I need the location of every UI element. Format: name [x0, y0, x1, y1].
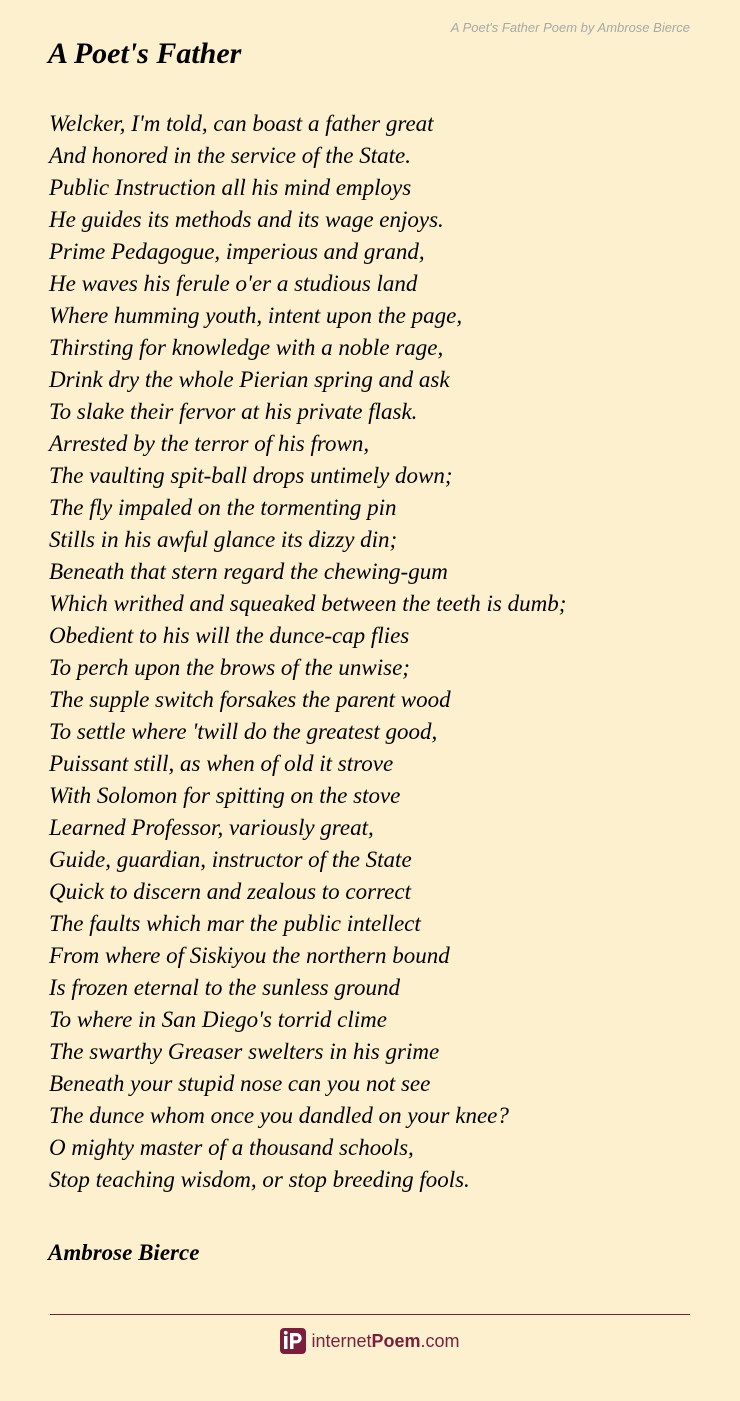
poem-line: And honored in the service of the State. — [49, 143, 411, 168]
poem-line: Which writhed and squeaked between the teeth is dumb; — [49, 591, 567, 616]
site-name-prefix: internet — [311, 1330, 372, 1351]
site-name-suffix: .com — [420, 1330, 460, 1351]
poem-line: Stills in his awful glance its dizzy din; — [49, 527, 398, 552]
poem-line: The swarthy Greaser swelters in his grime — [49, 1039, 440, 1064]
footer-divider — [50, 1314, 690, 1315]
poem-title: A Poet's Father — [48, 37, 242, 70]
poem-line: Puissant still, as when of old it strove — [49, 751, 394, 776]
poem-line: He waves his ferule o'er a studious land — [49, 271, 418, 296]
poem-line: Thirsting for knowledge with a noble rage, — [49, 335, 444, 360]
poem-line: From where of Siskiyou the northern bound — [49, 943, 450, 968]
poem-line: Prime Pedagogue, imperious and grand, — [49, 239, 425, 264]
poem-line: To settle where 'twill do the greatest good, — [49, 719, 438, 744]
poem-line: Where humming youth, intent upon the page, — [49, 303, 463, 328]
poem-line: Beneath your stupid nose can you not see — [49, 1071, 431, 1096]
ip-logo-icon — [280, 1328, 306, 1354]
header-credit: A Poet's Father Poem by Ambrose Bierce — [450, 20, 690, 35]
poem-author: Ambrose Bierce — [48, 1240, 200, 1265]
poem-line: Learned Professor, variously great, — [49, 815, 374, 840]
poem-line: Public Instruction all his mind employs — [49, 175, 412, 200]
site-logo-link[interactable] — [280, 1328, 459, 1354]
poem-line: The dunce whom once you dandled on your knee? — [49, 1103, 509, 1128]
poem-line: To perch upon the brows of the unwise; — [49, 655, 410, 680]
poem-line: The fly impaled on the tormenting pin — [49, 495, 397, 520]
poem-line: Drink dry the whole Pierian spring and ask — [49, 367, 450, 392]
poem-line: He guides its methods and its wage enjoys. — [49, 207, 444, 232]
poem-line: Quick to discern and zealous to correct — [49, 879, 411, 904]
poem-line: The supple switch forsakes the parent wood — [49, 687, 451, 712]
poem-line: Arrested by the terror of his frown, — [49, 431, 370, 456]
site-name-strong: Poem — [371, 1330, 421, 1351]
poem-line: Stop teaching wisdom, or stop breeding fools. — [49, 1167, 470, 1192]
poem-line: The faults which mar the public intellect — [49, 911, 421, 936]
poem-line: Obedient to his will the dunce-cap flies — [49, 623, 410, 648]
poem-line: O mighty master of a thousand schools, — [49, 1135, 414, 1160]
footer — [0, 1326, 740, 1356]
poem-line: Beneath that stern regard the chewing-gum — [49, 559, 448, 584]
poem-line: Is frozen eternal to the sunless ground — [49, 975, 400, 1000]
poem-line: To slake their fervor at his private flask. — [49, 399, 418, 424]
poem-line: The vaulting spit-ball drops untimely down; — [49, 463, 453, 488]
poem-line: Welcker, I'm told, can boast a father great — [49, 111, 434, 136]
poem-line: With Solomon for spitting on the stove — [49, 783, 401, 808]
poem-line: To where in San Diego's torrid clime — [49, 1007, 387, 1032]
poem-line: Guide, guardian, instructor of the State — [49, 847, 412, 872]
site-logo-text — [311, 1331, 459, 1352]
poem-body — [49, 108, 699, 1196]
